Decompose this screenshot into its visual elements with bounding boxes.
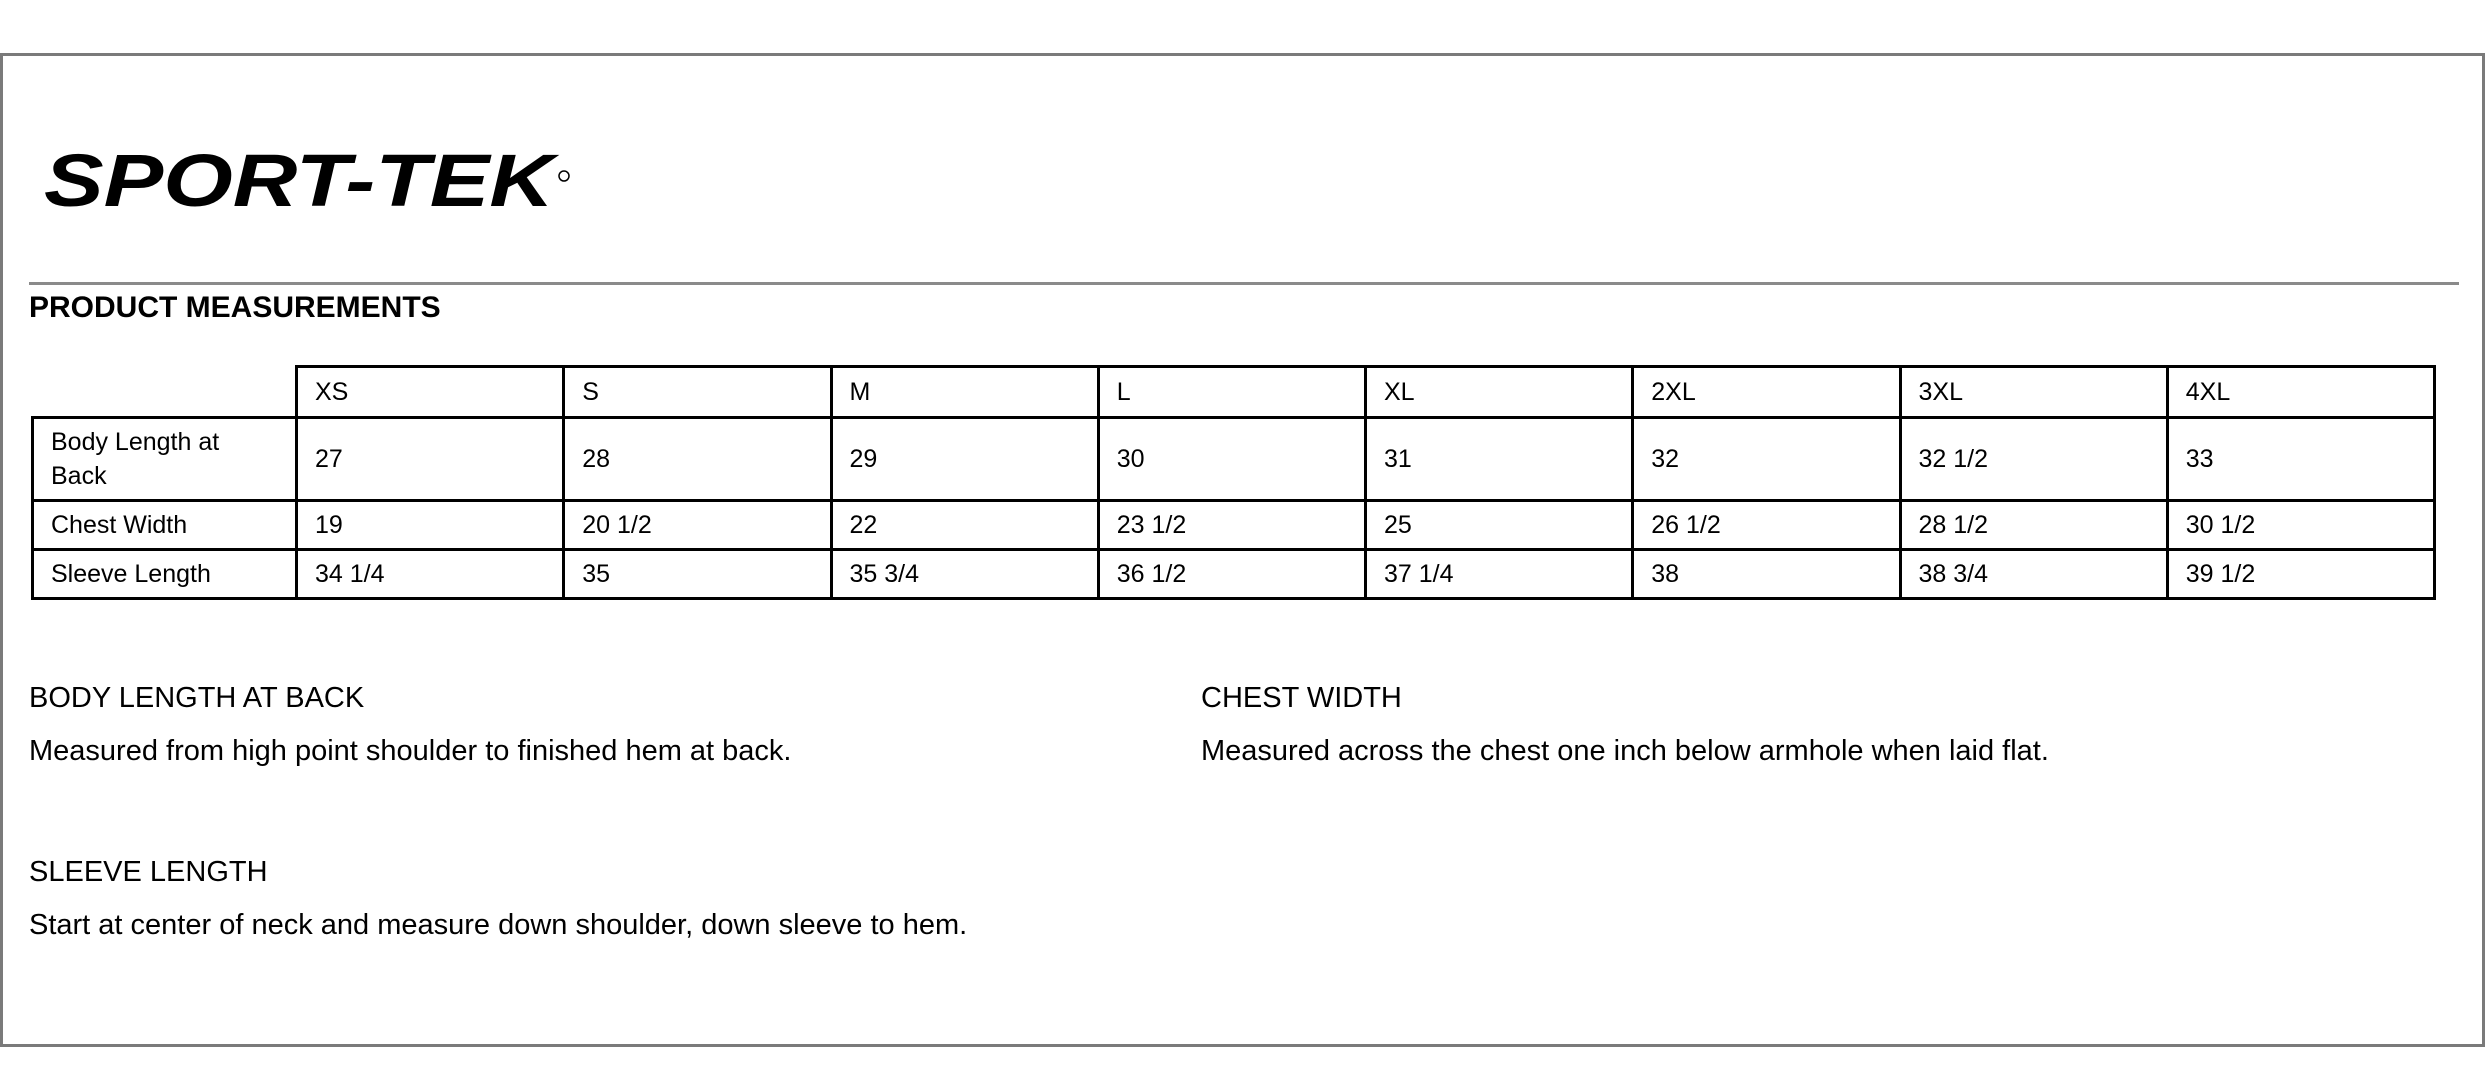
table-cell: 38 3/4 <box>1900 550 2167 599</box>
logo-text: SPORT-TEK <box>44 140 560 220</box>
chest-width-description: Measured across the chest one inch below armhole when laid flat. <box>1201 735 2049 767</box>
table-cell: 20 1/2 <box>564 501 831 550</box>
size-header: S <box>564 367 831 418</box>
sport-tek-logo <box>42 140 572 220</box>
table-cell: 34 1/4 <box>297 550 564 599</box>
table-cell: 25 <box>1366 501 1633 550</box>
size-header: 3XL <box>1900 367 2167 418</box>
row-label: Chest Width <box>33 501 297 550</box>
row-label: Body Length at Back <box>33 418 297 501</box>
size-header: 2XL <box>1633 367 1900 418</box>
size-header: L <box>1098 367 1365 418</box>
header-corner <box>33 367 297 418</box>
size-header: XL <box>1366 367 1633 418</box>
chest-width-heading: CHEST WIDTH <box>1201 682 1402 714</box>
table-cell: 35 3/4 <box>831 550 1098 599</box>
body-length-heading: BODY LENGTH AT BACK <box>29 682 365 714</box>
table-cell: 27 <box>297 418 564 501</box>
body-length-description: Measured from high point shoulder to finished hem at back. <box>29 735 792 767</box>
row-label: Sleeve Length <box>33 550 297 599</box>
table-cell: 35 <box>564 550 831 599</box>
header-divider <box>29 282 2459 285</box>
table-cell: 36 1/2 <box>1098 550 1365 599</box>
table-cell: 39 1/2 <box>2167 550 2434 599</box>
table-cell: 19 <box>297 501 564 550</box>
sleeve-length-description: Start at center of neck and measure down shoulder, down sleeve to hem. <box>29 909 968 941</box>
table-cell: 33 <box>2167 418 2434 501</box>
table-cell: 31 <box>1366 418 1633 501</box>
table-cell: 37 1/4 <box>1366 550 1633 599</box>
size-header: 4XL <box>2167 367 2434 418</box>
table-row <box>33 418 2435 501</box>
table-cell: 32 1/2 <box>1900 418 2167 501</box>
table-cell: 30 1/2 <box>2167 501 2434 550</box>
size-header: M <box>831 367 1098 418</box>
table-cell: 23 1/2 <box>1098 501 1365 550</box>
table-cell: 32 <box>1633 418 1900 501</box>
table-cell: 28 1/2 <box>1900 501 2167 550</box>
table-cell: 28 <box>564 418 831 501</box>
table-header-row <box>33 367 2435 418</box>
measurements-table <box>31 365 2436 600</box>
table-cell: 29 <box>831 418 1098 501</box>
section-title: PRODUCT MEASUREMENTS <box>29 291 441 324</box>
table-row <box>33 501 2435 550</box>
table-cell: 30 <box>1098 418 1365 501</box>
sleeve-length-heading: SLEEVE LENGTH <box>29 856 268 888</box>
table-cell: 26 1/2 <box>1633 501 1900 550</box>
table-cell: 38 <box>1633 550 1900 599</box>
table-row <box>33 550 2435 599</box>
table-cell: 22 <box>831 501 1098 550</box>
size-header: XS <box>297 367 564 418</box>
